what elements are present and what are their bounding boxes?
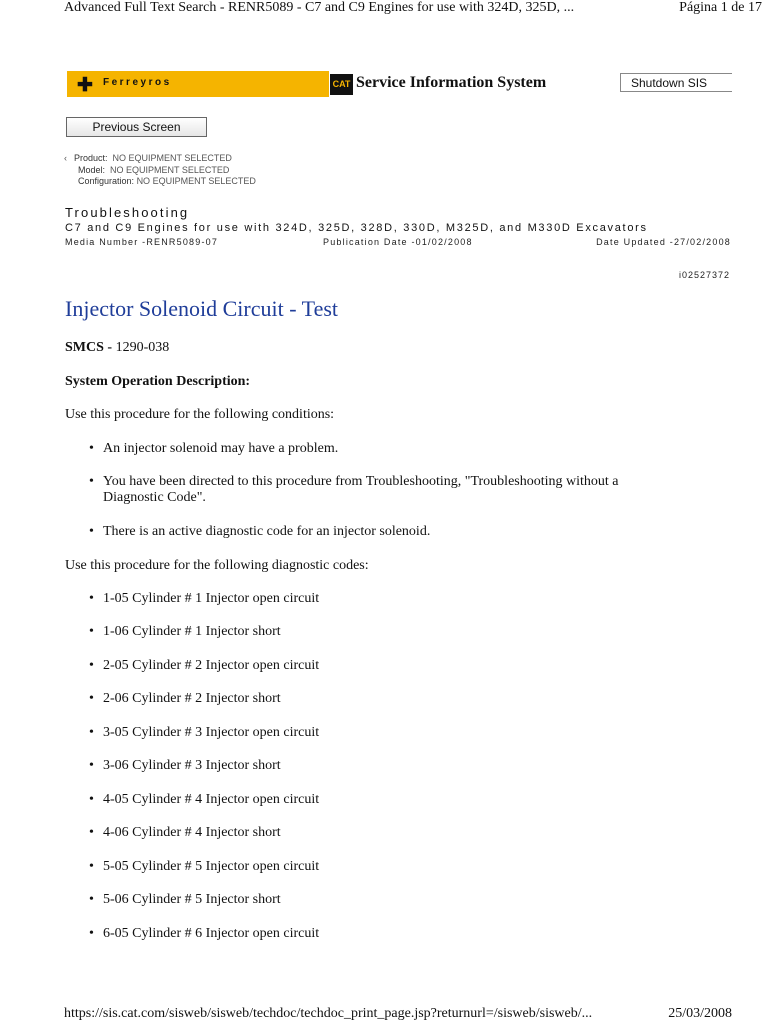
sis-banner (67, 71, 732, 97)
print-page-header (64, 0, 768, 16)
system-title: Service Information System (356, 74, 547, 91)
list-item: • There is an active diagnostic code for an injector solenoid. (89, 524, 430, 540)
model-label: Model: (78, 164, 106, 175)
codes-intro: Use this procedure for the following diagnostic codes: (65, 558, 369, 573)
dealer-logo[interactable] (67, 71, 329, 97)
list-item: • 6-05 Cylinder # 6 Injector open circuit (89, 926, 319, 942)
dealer-plus-icon: ✚ (77, 75, 93, 96)
list-item-line: You have been directed to this procedure from Troubleshooting, "Troubleshooting without a (103, 474, 619, 489)
document-subtitle: C7 and C9 Engines for use with 324D, 325D, 328D, 330D, M325D, and M330D Excavators (65, 222, 648, 234)
section-title: Troubleshooting (65, 205, 190, 220)
configuration-value: NO EQUIPMENT SELECTED (136, 176, 256, 186)
product-label: Product: (74, 153, 108, 163)
smcs-value: 1290-038 (115, 340, 170, 355)
list-item: • 3-06 Cylinder # 3 Injector short (89, 758, 281, 774)
list-item: • 1-05 Cylinder # 1 Injector open circuit (89, 591, 319, 607)
conditions-intro: Use this procedure for the following conditions: (65, 407, 335, 422)
smcs-label: SMCS - (65, 340, 113, 355)
system-operation-heading: System Operation Description: (65, 374, 251, 389)
list-item (89, 474, 619, 506)
cat-logo: CAT (330, 74, 353, 95)
page-url: https://sis.cat.com/sisweb/sisweb/techdoc/techdoc_print_page.jsp?returnurl=/sisweb/sisweb/... (64, 1006, 593, 1021)
dealer-name: Ferreyros (103, 77, 172, 88)
list-item: • 2-06 Cylinder # 2 Injector short (89, 691, 281, 707)
list-item: • 4-05 Cylinder # 4 Injector open circuit (89, 792, 319, 808)
page-number: Página 1 de 17 (679, 0, 762, 15)
equipment-info (64, 153, 256, 188)
page-title: Injector Solenoid Circuit - Test (65, 296, 339, 321)
publication-date: Publication Date -01/02/2008 (323, 237, 473, 247)
list-item: • 2-05 Cylinder # 2 Injector open circuit (89, 658, 319, 674)
list-item: • 5-06 Cylinder # 5 Injector short (89, 892, 281, 908)
list-item: • 3-05 Cylinder # 3 Injector open circuit (89, 725, 319, 741)
print-date: 25/03/2008 (668, 1006, 732, 1021)
list-item: • 4-06 Cylinder # 4 Injector short (89, 825, 281, 841)
document-id: i02527372 (678, 270, 730, 280)
collapse-arrow-icon[interactable]: ‹ (64, 153, 67, 163)
print-page-footer (64, 1006, 768, 1022)
shutdown-sis-button[interactable]: Shutdown SIS (620, 73, 732, 92)
list-item: • 1-06 Cylinder # 1 Injector short (89, 624, 281, 640)
media-number: Media Number -RENR5089-07 (65, 237, 219, 247)
previous-screen-button[interactable]: Previous Screen (66, 117, 207, 137)
model-value: NO EQUIPMENT SELECTED (110, 164, 230, 175)
smcs-line (65, 340, 169, 356)
product-value: NO EQUIPMENT SELECTED (112, 153, 232, 163)
list-item-line: Diagnostic Code". (103, 490, 206, 505)
list-item: • 5-05 Cylinder # 5 Injector open circuit (89, 859, 319, 875)
date-updated: Date Updated -27/02/2008 (596, 237, 731, 247)
print-page-title: Advanced Full Text Search - RENR5089 - C7 and C9 Engines for use with 324D, 325D, ... (64, 0, 575, 15)
list-item: • An injector solenoid may have a problem. (89, 441, 338, 457)
configuration-label: Configuration: (78, 176, 135, 186)
